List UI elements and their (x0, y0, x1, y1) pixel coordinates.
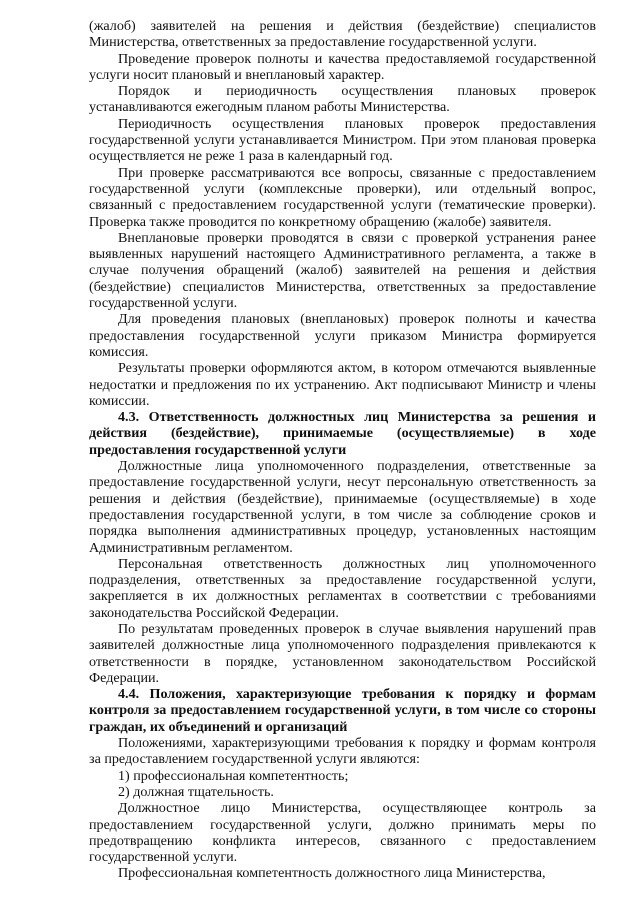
paragraph-commission: Для проведения плановых (внеплановых) проверок полноты и качества предоставления государственной услуги приказом Министра формируется комиссия. (89, 311, 596, 360)
paragraph-conflict-of-interest: Должностное лицо Министерства, осуществляющее контроль за предоставлением государственной услуги, должно принимать меры по предотвращению конфликта интересов, связанного с предоставлением государственной услуги. (89, 800, 596, 866)
paragraph-personal-responsibility: Должностные лица уполномоченного подразделения, ответственные за предоставление государственной услуги, несут персональную ответственность за решения и действия (бездействие), принимаемые (осуществляемые) в ходе предоставления государственной услуги, в том числе за соблюдение сроков и порядка выполнения административных процедур, установленных настоящим Административным регламентом. (89, 458, 596, 556)
paragraph-inspection-results: Результаты проверки оформляются актом, в котором отмечаются выявленные недостатки и предложения по их устранению. Акт подписывают Министр и члены комиссии. (89, 360, 596, 409)
paragraph-inspection-scope: При проверке рассматриваются все вопросы, связанные с предоставлением государственной услуги (комплексные проверки), или отдельный вопрос, связанный с предоставлением государственной услуги (тематические проверки). Проверка также проводится по конкретному обращению (жалобе) заявителя. (89, 164, 596, 230)
paragraph-job-regulations: Персональная ответственность должностных лиц уполномоченного подразделения, ответственных за предоставление государственной услуги, закрепляется в их должностных регламентах в соответствии с требованиями законодательства Российской Федерации. (89, 555, 596, 621)
paragraph-violations: По результатам проведенных проверок в случае выявления нарушений прав заявителей должностные лица уполномоченного подразделения привлекаются к ответственности в порядке, установленном законодательством Российской Федерации. (89, 620, 596, 686)
paragraph-inspection-order: Порядок и периодичность осуществления плановых проверок устанавливаются ежегодным планом работы Министерства. (89, 83, 596, 116)
section-heading-4-3: 4.3. Ответственность должностных лиц Министерства за решения и действия (бездействие), принимаемые (осуществляемые) в ходе предоставления государственной услуги (89, 409, 596, 458)
list-item-competence: 1) профессиональная компетентность; (118, 767, 349, 784)
paragraph-inspection-frequency: Периодичность осуществления плановых проверок предоставления государственной услуги устанавливается Министром. При этом плановая проверка осуществляется не реже 1 раза в календарный год. (89, 115, 596, 165)
paragraph-unscheduled-inspections: Внеплановые проверки проводятся в связи с проверкой устранения ранее выявленных нарушений настоящего Административного регламента, а также в случае получения обращений (жалоб) заявителей на решения и действия (бездействие) специалистов Министерства, ответственных за предоставление государственной услуги. (89, 229, 596, 312)
paragraph-continuation: (жалоб) заявителей на решения и действия (бездействие) специалистов Министерства, ответственных за предоставление государственной услуги. (89, 18, 596, 51)
section-heading-4-4: 4.4. Положения, характеризующие требования к порядку и формам контроля за предоставлением государственной услуги, в том числе со стороны граждан, их объединений и организаций (89, 686, 596, 735)
paragraph-professional-competence: Профессиональная компетентность должностного лица Министерства, (118, 865, 546, 882)
paragraph-control-requirements: Положениями, характеризующими требования к порядку и формам контроля за предоставлением государственной услуги являются: (89, 735, 596, 768)
list-item-diligence: 2) должная тщательность. (118, 783, 274, 800)
paragraph-inspection-types: Проведение проверок полноты и качества предоставляемой государственной услуги носит плановый и внеплановый характер. (89, 50, 596, 83)
document-page (89, 18, 596, 882)
